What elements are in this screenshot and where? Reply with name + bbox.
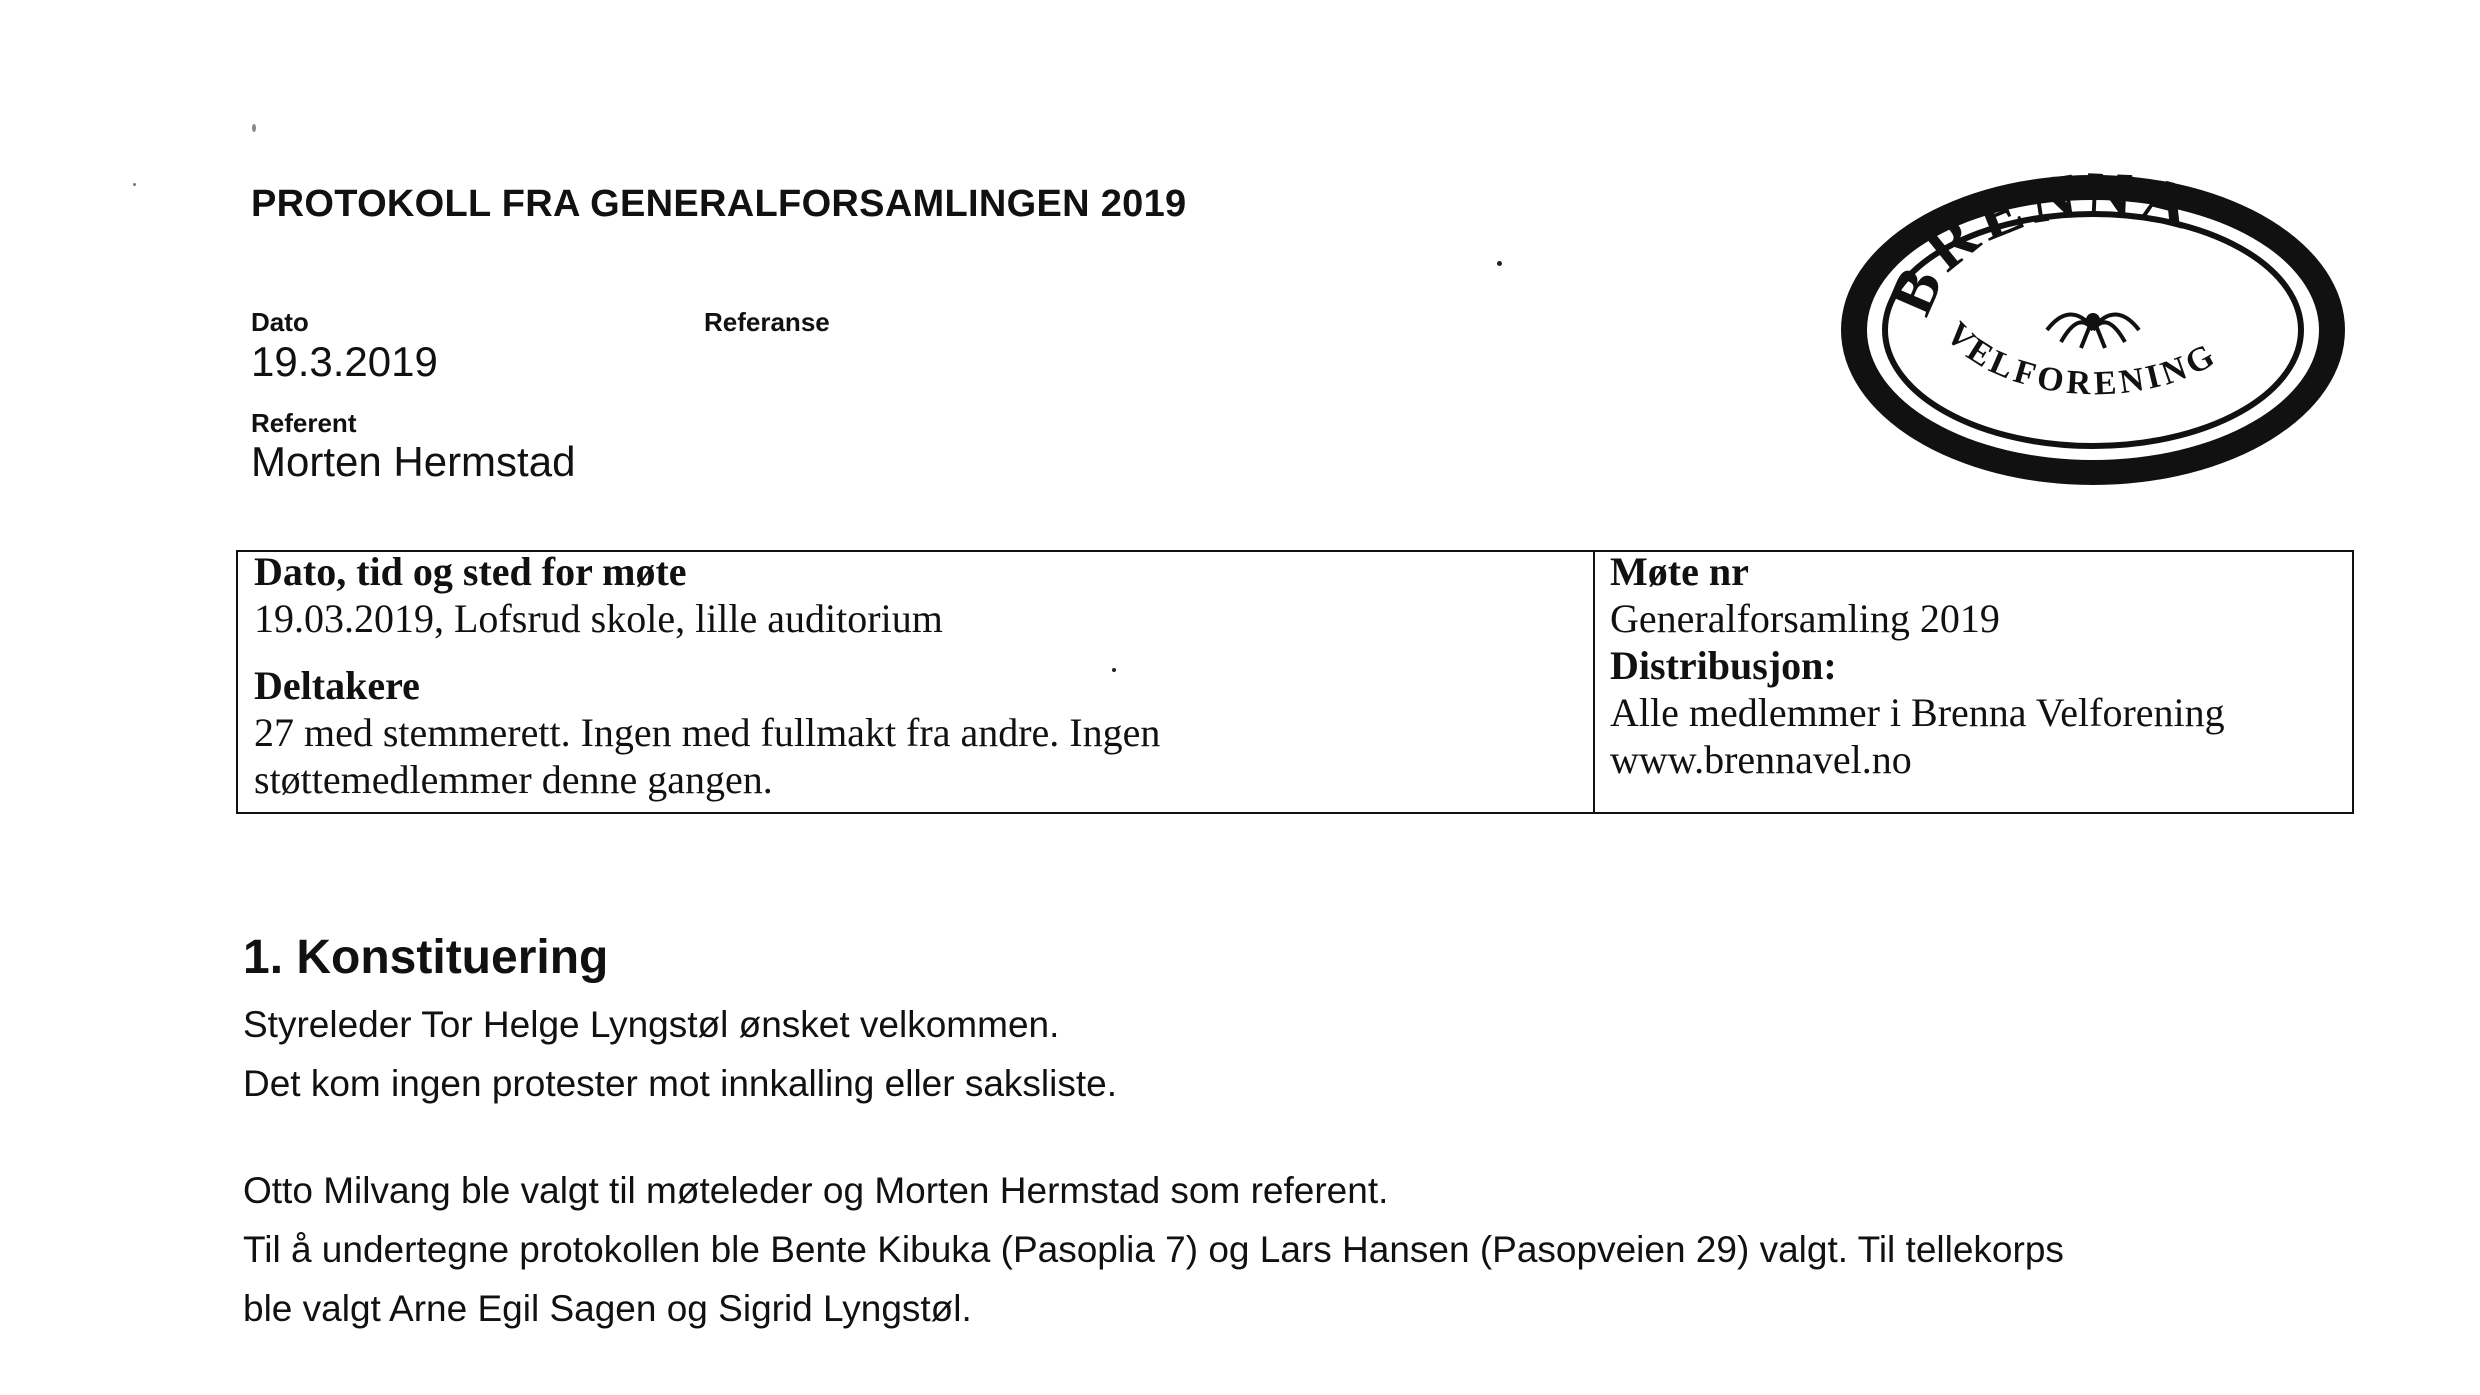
referent-value: Morten Hermstad [251, 438, 576, 485]
paragraph-line: Til å undertegne protokollen ble Bente Kibuka (Pasoplia 7) og Lars Hansen (Pasopveien 29) valgt. Til tellekorps [243, 1229, 2064, 1270]
scan-speck [1112, 668, 1116, 672]
paragraph-line: Otto Milvang ble valgt til møteleder og Morten Hermstad som referent. [243, 1170, 1389, 1211]
referent-label: Referent [251, 408, 357, 438]
meeting-info-table [236, 550, 2354, 814]
meeting-place-value: 19.03.2019, Lofsrud skole, lille auditorium [254, 596, 943, 641]
meeting-place-heading: Dato, tid og sted for møte [254, 549, 687, 594]
meeting-number-value: Generalforsamling 2019 [1610, 596, 2000, 641]
participants-line-2: støttemedlemmer denne gangen. [254, 757, 773, 802]
distribution-link[interactable]: www.brennavel.no [1610, 737, 1912, 782]
meeting-right-cell [1610, 548, 2350, 783]
meeting-number-heading: Møte nr [1610, 549, 1749, 594]
scan-speck [1497, 261, 1502, 266]
meeting-left-cell [254, 548, 1574, 803]
distribution-heading: Distribusjon: [1610, 643, 1837, 688]
reference-label: Referanse [704, 307, 830, 337]
date-label: Dato [251, 307, 309, 337]
paragraph-line: Det kom ingen protester mot innkalling eller saksliste. [243, 1063, 1117, 1104]
participants-heading: Deltakere [254, 663, 420, 708]
logo-top-text: BRENNA [1873, 170, 2203, 325]
scan-speck [252, 124, 256, 132]
document-title: PROTOKOLL FRA GENERALFORSAMLINGEN 2019 [251, 183, 1187, 225]
date-value: 19.3.2019 [251, 338, 438, 385]
brenna-velforening-logo [1835, 170, 2351, 490]
scan-speck [133, 183, 136, 186]
logo-bottom-text: VELFORENING [1938, 315, 2224, 403]
paragraph-gap [243, 1113, 2423, 1161]
participants-line-1: 27 med stemmerett. Ingen med fullmakt fra andre. Ingen [254, 710, 1161, 755]
section-heading: 1. Konstituering [243, 931, 609, 984]
table-divider [1593, 552, 1595, 812]
paragraph-line: ble valgt Arne Egil Sagen og Sigrid Lyngstøl. [243, 1288, 972, 1329]
distribution-line-1: Alle medlemmer i Brenna Velforening [1610, 690, 2225, 735]
paragraph-line: Styreleder Tor Helge Lyngstøl ønsket velkommen. [243, 1004, 1060, 1045]
section-konstituering [243, 930, 2423, 1338]
